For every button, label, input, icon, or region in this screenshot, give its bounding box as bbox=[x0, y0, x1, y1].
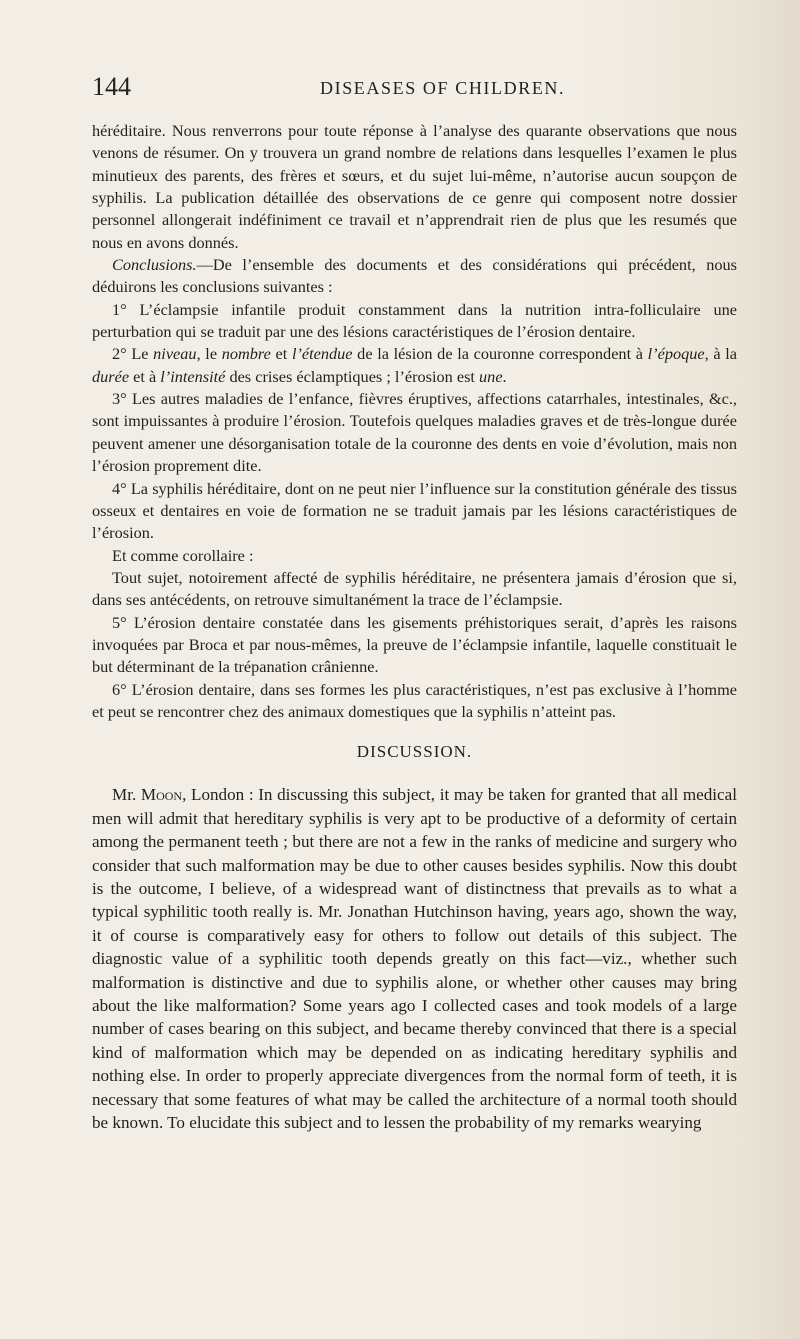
c2-text-d: de la lésion de la couronne correspondent à bbox=[352, 344, 648, 364]
c2-intensite: l’intensité bbox=[160, 366, 226, 386]
speaker-prefix: Mr. bbox=[112, 785, 141, 805]
conclusions-intro: —De l’ensemble des documents et des considérations qui précédent, nous déduirons les conclusions suivantes : bbox=[92, 255, 737, 297]
c2-une: une bbox=[479, 366, 503, 386]
c2-text-e: , à la bbox=[704, 344, 737, 364]
conclusion-3: 3° Les autres maladies de l’enfance, fièvres éruptives, affections catarrhales, intestinales, &c., sont impuissantes à produire l’érosion. Toutefois quelques maladies graves et de très-longue durée peuvent amener une désorganisation totale de la couronne des dents en voie d’évolution, mais non l’érosion proprement dite. bbox=[92, 389, 737, 476]
corollary-label: Et comme corollaire : bbox=[112, 545, 254, 565]
c2-text-a: 2° Le bbox=[112, 344, 154, 364]
c2-etendue: l’étendue bbox=[291, 344, 353, 364]
c2-nombre: nombre bbox=[221, 344, 271, 364]
conclusion-4: 4° La syphilis héréditaire, dont on ne peut nier l’influence sur la constitution générale des tissus osseux et dentaires en voie de formation ne se traduit jamais par les lésions caractéristiques de l’érosion. bbox=[92, 478, 737, 543]
c2-text-h: . bbox=[502, 366, 507, 386]
conclusions-label: Conclusions. bbox=[112, 255, 197, 275]
c2-text-b: , le bbox=[196, 344, 222, 364]
page-number: 144 bbox=[92, 72, 131, 101]
running-head: DISEASES OF CHILDREN. bbox=[320, 78, 566, 98]
c2-duree: durée bbox=[92, 366, 130, 386]
paragraph-conclusions bbox=[92, 254, 737, 299]
c2-text-f: et à bbox=[129, 366, 161, 386]
speaker-suffix: , London : bbox=[182, 785, 259, 805]
conclusion-1: 1° L’éclampsie infantile produit constamment dans la nutrition intra-folliculaire une perturbation qui se traduit par une des lésions caractéristiques de l’érosion dentaire. bbox=[92, 299, 737, 342]
speaker-name: Moon bbox=[140, 785, 183, 805]
c2-text-c: et bbox=[270, 344, 292, 364]
french-section bbox=[92, 120, 737, 723]
conclusion-2 bbox=[92, 343, 737, 388]
paragraph-heredite: héréditaire. Nous renverrons pour toute réponse à l’analyse des quarante observations que nous venons de résumer. On y trouvera un grand nombre de relations dans lesquelles l’examen le plus minutieux des parents, des frères et sœurs, et du sujet lui-même, n’autorise aucun soupçon de syphilis. La publication détaillée des observations de ce genre qui composent notre dossier personnel allongerait indéfiniment ce travail et n’apprendrait rien de plus que les resumés que nous en avons donnés. bbox=[92, 121, 737, 252]
conclusion-6: 6° L’érosion dentaire, dans ses formes les plus caractéristiques, n’est pas exclusive à l’homme et peut se rencontrer chez des animaux domestiques que la syphilis n’atteint pas. bbox=[92, 679, 737, 721]
c2-niveau: niveau bbox=[153, 344, 197, 364]
page-header bbox=[92, 70, 737, 104]
page-body bbox=[92, 120, 737, 1134]
conclusion-5: 5° L’érosion dentaire constatée dans les gisements préhistoriques serait, d’après les raisons invoquées par Broca et par nous-mêmes, la preuve de l’éclampsie infantile, laquelle constituait le but déterminant de la trépanation crânienne. bbox=[92, 612, 737, 677]
c2-epoque: l’époque bbox=[647, 344, 705, 364]
corollary-text: Tout sujet, notoirement affecté de syphilis héréditaire, ne présentera jamais d’érosion que si, dans ses antécédents, on retrouve simultanément la trace de l’éclampsie. bbox=[92, 567, 737, 610]
discussion-section bbox=[92, 741, 737, 1134]
discussion-text: In discussing this subject, it may be taken for granted that all medical men will admit that hereditary syphilis is very apt to be productive of a deformity of certain among the permanent teeth ; but there are not a few in the ranks of medicine and surgery who consider that such malformation may be due to other causes besides syphilis. Now this doubt is the outcome, I believe, of a widespread want of distinctness that prevails as to what a typical syphilitic tooth really is. Mr. Jonathan Hutchinson having, years ago, shown the way, it of course is comparatively easy for others to follow out details of this subject. The diagnostic value of a syphilitic tooth depends greatly on this fact—viz., whether such malformation is distinctive and due to syphilis alone, or whether other causes may bring about the like malformation? Some years ago I collected cases and took models of a large number of cases bearing on this subject, and became thereby convinced that there is a special kind of malformation which may be depended on as indicating hereditary syphilis and nothing else. In order to properly appreciate divergences from the normal form of teeth, it is necessary that some features of what may be called the architecture of a normal tooth should be known. To elucidate this subject and to lessen the probability of my remarks wearying bbox=[92, 785, 737, 1132]
c2-text-g: des crises éclamptiques ; l’érosion est bbox=[225, 366, 480, 386]
discussion-title: DISCUSSION. bbox=[356, 742, 473, 762]
discussion-paragraph bbox=[92, 783, 737, 1134]
